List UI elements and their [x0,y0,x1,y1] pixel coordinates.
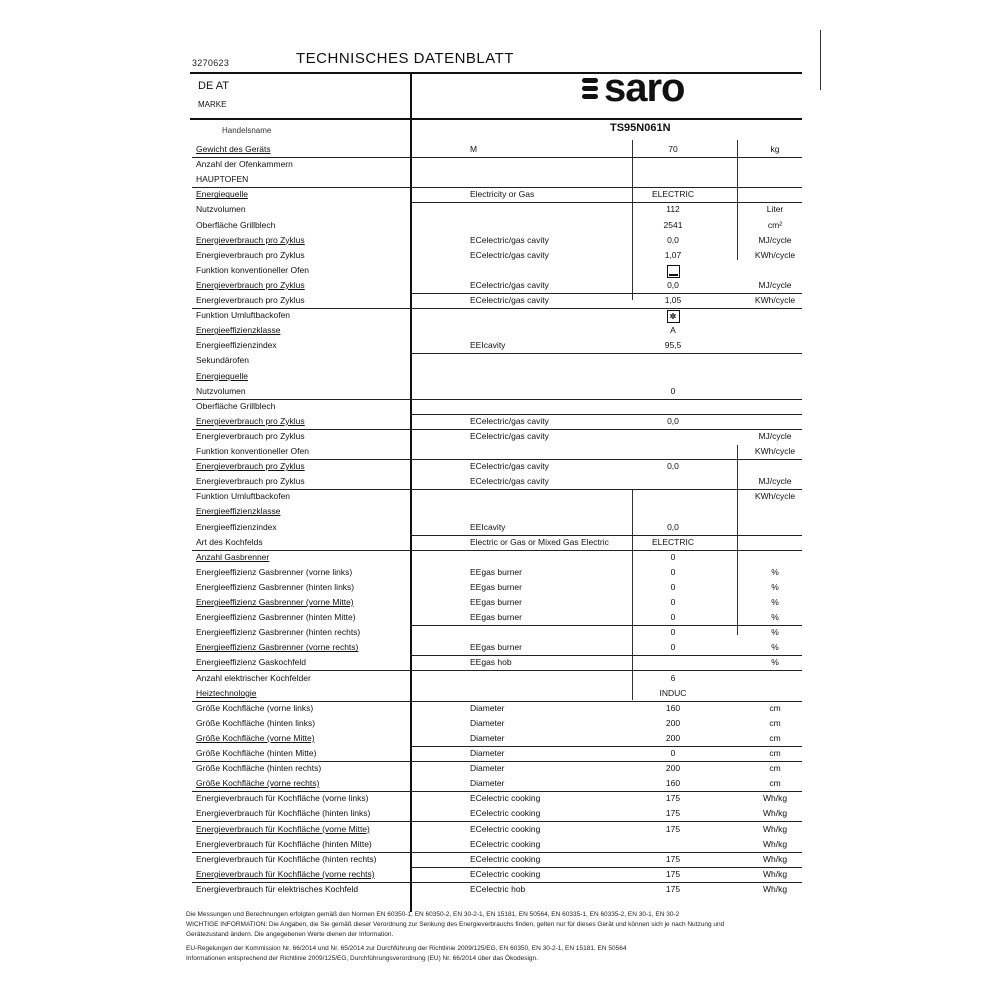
row-divider [192,670,802,671]
spec-label: Energieverbrauch für Kochfläche (hinten rechts) [196,853,377,864]
row-divider [410,655,802,656]
spec-label: Energiequelle [196,370,248,381]
spec-row [192,673,802,687]
spec-unit: Wh/kg [762,853,788,864]
spec-label: Heiztechnologie [196,687,257,698]
spec-value: ELECTRIC [651,536,695,547]
spec-symbol: Diameter [470,702,505,713]
spec-unit: cm [769,732,781,743]
spec-symbol: ECelectric cooking [470,793,541,804]
spec-row [192,763,802,777]
spec-row [192,280,802,294]
spec-label: Anzahl der Ofenkammern [196,159,293,170]
spec-symbol: ECelectric/gas cavity [470,234,549,245]
spec-unit: KWh/cycle [754,295,796,305]
spec-unit: Wh/kg [762,883,788,894]
spec-row [192,552,802,566]
spec-label: Gewicht des Geräts [196,144,271,154]
saro-logo [582,68,685,108]
spec-label: Energieeffizienz Gasbrenner (vorne rechts) [196,642,359,653]
spec-value: 0,0 [667,415,679,426]
spec-row [192,657,802,671]
spec-row [192,174,802,188]
spec-label: Energieverbrauch für Kochfläche (vorne rechts) [196,868,375,879]
spec-symbol: Diameter [470,778,505,789]
row-divider [192,550,802,551]
spec-value: 160 [665,702,681,713]
spec-label: Energieverbrauch für elektrisches Kochfeld [196,883,359,894]
spec-unit: cm [769,702,781,713]
spec-unit: kg [770,144,780,154]
spec-row [192,733,802,747]
row-divider [192,701,802,702]
spec-row [192,582,802,596]
model-label: Handelsname [222,126,272,135]
spec-symbol: ECelectric cooking [470,838,541,849]
header-rule-top [190,72,802,74]
spec-label: Energieeffizienzklasse [196,506,281,517]
row-divider [192,308,802,309]
spec-unit: KWh/cycle [754,491,796,502]
spec-unit: % [771,566,779,577]
spec-symbol: ECelectric cooking [470,808,541,819]
row-divider [192,459,802,460]
spec-label: Sekundärofen [196,355,249,366]
spec-unit: % [771,581,779,592]
spec-label: Nutzvolumen [196,385,246,396]
spec-label: Größe Kochfläche (hinten links) [196,717,316,728]
row-divider [410,414,802,415]
spec-label: Größe Kochfläche (hinten rechts) [196,763,322,774]
spec-value: 112 [666,204,680,215]
spec-label: Energieverbrauch für Kochfläche (vorne links) [196,793,369,804]
spec-row [192,688,802,702]
spec-unit: MJ/cycle [758,279,792,290]
spec-label: Energieverbrauch pro Zyklus [196,295,305,305]
spec-value: 0 [670,551,676,562]
spec-row [192,612,802,626]
spec-row [192,839,802,853]
spec-unit: MJ/cycle [758,476,792,487]
spec-symbol: ECelectric/gas cavity [470,415,549,426]
country-codes: DE AT [198,80,229,92]
document-id: 3270623 [192,58,230,68]
spec-row [192,446,802,460]
saro-logo-text: saro [604,66,685,110]
spec-label: Energiequelle [196,189,248,200]
spec-value: A [670,325,676,336]
spec-label: HAUPTOFEN [196,174,249,185]
spec-symbol: EEgas burner [470,612,522,623]
spec-row [192,235,802,249]
spec-value: 0 [670,642,676,653]
spec-symbol: EEgas hob [470,657,512,668]
spec-unit: cm [769,717,781,728]
spec-label: Größe Kochfläche (vorne rechts) [196,778,320,789]
spec-label: Energieverbrauch pro Zyklus [196,234,305,245]
spec-symbol: ECelectric cooking [470,853,541,864]
spec-row [192,824,802,838]
spec-symbol: ECelectric hob [470,883,526,894]
spec-unit: MJ/cycle [758,430,792,441]
spec-label: Anzahl elektrischer Kochfelder [196,672,311,683]
spec-label: Funktion Umluftbackofen [196,310,291,321]
spec-symbol: ECelectric/gas cavity [470,279,549,290]
spec-symbol: Diameter [470,732,505,743]
spec-unit: KWh/cycle [754,446,796,456]
spec-value: 175 [665,793,681,804]
spec-label: Anzahl Gasbrenner [196,551,270,562]
spec-value: 2541 [663,219,683,230]
spec-label: Energieeffizienzindex [196,340,277,351]
spec-label: Art des Kochfelds [196,536,263,547]
spec-label: Energieeffizienzindex [196,521,277,532]
spec-unit: KWh/cycle [754,249,796,260]
spec-symbol: EEgas burner [470,597,522,607]
spec-value: 0 [670,597,676,607]
spec-row [192,401,802,415]
spec-unit: % [771,612,779,623]
row-divider [192,429,802,430]
spec-symbol: ECelectric cooking [470,868,541,879]
spec-row [192,220,802,234]
spec-row [192,461,802,475]
spec-row [192,355,802,369]
spec-unit: MJ/cycle [758,234,792,245]
spec-symbol: Electric or Gas or Mixed Gas Electric [470,536,609,547]
spec-symbol: EEgas burner [470,581,522,592]
row-divider [192,791,802,792]
model-number: TS95N061N [610,122,671,134]
spec-unit: Wh/kg [762,823,788,834]
footnote-line: Informationen entsprechend der Richtlinie 2009/125/EG, Durchführungsverordnung (EU) Nr. 66/2014 über das Ökodesign. [186,955,538,962]
spec-unit: % [771,627,779,638]
spec-symbol: EEgas burner [470,566,522,577]
spec-symbol: EEIcavity [470,521,506,532]
spec-unit: Liter [766,204,784,215]
spec-row [192,144,802,158]
footnote-line: EU-Regelungen der Kommission Nr. 66/2014 und Nr. 65/2014 zur Durchführung der Richtlinie 2009/125/EG, EN 60350, EN 30-2-1, EN 15181, EN 50564 [186,945,627,952]
spec-value: 0 [670,627,676,638]
spec-symbol: Electricity or Gas [470,189,535,200]
spec-value: 175 [665,823,681,834]
row-divider [192,489,802,490]
row-divider [192,882,802,883]
document-title: TECHNISCHES DATENBLATT [296,50,514,67]
row-divider [192,399,802,400]
spec-unit: Wh/kg [762,838,788,849]
spec-symbol: ECelectric/gas cavity [470,295,549,305]
spec-label: Energieverbrauch für Kochfläche (hinten Mitte) [196,838,372,849]
spec-label: Energieeffizienz Gasbrenner (vorne links) [196,566,353,577]
spec-row [192,537,802,551]
spec-value: 0 [670,581,676,592]
spec-row [192,265,802,279]
spec-row [192,491,802,505]
spec-value: 0,0 [667,279,679,290]
spec-symbol: EEIcavity [470,340,506,351]
spec-unit: cm [769,778,781,789]
spec-row [192,703,802,717]
spec-symbol: Diameter [470,763,505,774]
spec-row [192,793,802,807]
conventional-oven-icon [667,265,680,278]
spec-label: Funktion Umluftbackofen [196,491,291,502]
spec-label: Funktion konventioneller Ofen [196,446,309,456]
spec-row [192,371,802,385]
spec-value: 0,0 [667,461,679,472]
row-divider [410,293,802,294]
spec-row [192,718,802,732]
row-divider [192,852,802,853]
value-cell [628,310,718,323]
spec-row [192,431,802,445]
spec-value: INDUC [659,687,687,698]
spec-value: ELECTRIC [651,189,695,200]
spec-value: 70 [668,144,678,154]
spec-value: 175 [665,808,681,819]
saro-logo-mark-icon [582,75,600,101]
spec-row [192,159,802,173]
spec-row [192,869,802,883]
spec-symbol: Diameter [470,748,505,758]
spec-row [192,386,802,400]
spec-row [192,204,802,218]
spec-symbol: EEgas burner [470,642,522,653]
spec-unit: Wh/kg [762,808,788,819]
spec-row [192,250,802,264]
spec-value: 175 [665,853,681,864]
spec-label: Energieeffizienz Gasbrenner (hinten links) [196,581,355,592]
spec-value: 0,0 [667,234,679,245]
spec-label: Energieverbrauch pro Zyklus [196,249,305,260]
footnote-line: Gerätezustand ändern. Die angegebenen Werte dienen der Information. [186,931,394,938]
row-divider [410,625,802,626]
spec-unit: cm [769,748,781,758]
spec-symbol: ECelectric/gas cavity [470,476,549,487]
footnote-line: WICHTIGE INFORMATION: Die Angaben, die Sie gemäß dieser Verordnung zur Senkung des Energieverbrauchs finden, gelten nur für dieses Gerät und können sich je nach Nutzung und [186,921,725,928]
row-divider [410,353,802,354]
spec-label: Funktion konventioneller Ofen [196,264,309,275]
spec-label: Energieverbrauch pro Zyklus [196,476,305,487]
spec-row [192,884,802,898]
spec-label: Größe Kochfläche (vorne Mitte) [196,732,315,743]
spec-value: 0 [670,612,676,623]
spec-label: Energieverbrauch für Kochfläche (vorne Mitte) [196,823,370,834]
spec-unit: % [771,597,779,607]
spec-label: Energieverbrauch für Kochfläche (hinten links) [196,808,371,819]
spec-value: 175 [665,883,681,894]
row-divider [410,535,802,536]
spec-unit: cm [769,763,781,774]
spec-row [192,778,802,792]
spec-row [192,854,802,868]
row-divider [410,746,802,747]
spec-label: Energieeffizienz Gasbrenner (hinten rechts) [196,627,361,638]
spec-row [192,522,802,536]
spec-symbol: ECelectric/gas cavity [470,430,549,441]
spec-row [192,340,802,354]
spec-label: Energieverbrauch pro Zyklus [196,461,305,472]
spec-unit: % [771,657,779,668]
spec-symbol: ECelectric/gas cavity [470,461,549,472]
spec-symbol: Diameter [470,717,505,728]
spec-unit: cm² [767,219,783,230]
spec-row [192,567,802,581]
spec-value: 200 [665,732,681,743]
spec-symbol: ECelectric/gas cavity [470,249,549,260]
spec-label: Energieeffizienzklasse [196,325,281,336]
spec-row [192,189,802,203]
spec-label: Energieverbrauch pro Zyklus [196,430,305,441]
row-divider [192,761,802,762]
spec-value: 0 [670,748,676,758]
header-rule-bottom [190,118,802,120]
spec-value: 0 [670,385,676,396]
spec-label: Nutzvolumen [196,204,246,215]
spec-label: Größe Kochfläche (hinten Mitte) [196,748,317,758]
spec-value: 1,07 [664,249,682,260]
spec-symbol: M [470,144,478,154]
spec-row [192,506,802,520]
spec-row [192,642,802,656]
spec-value: 1,05 [664,295,682,305]
spec-row [192,748,802,762]
spec-unit: % [771,642,779,653]
spec-value: 6 [670,672,676,683]
spec-unit: Wh/kg [762,868,788,879]
spec-row [192,808,802,822]
row-divider [192,187,802,188]
spec-row [192,310,802,324]
spec-label: Energieverbrauch pro Zyklus [196,279,305,290]
spec-value: 0,0 [667,521,679,532]
fan-oven-icon: ✲ [667,310,680,323]
spec-row [192,325,802,339]
spec-value: 95,5 [664,340,682,351]
spec-label: Oberfläche Grillblech [196,219,276,230]
spec-label: Energieverbrauch pro Zyklus [196,415,305,426]
row-divider [192,157,802,158]
row-divider [192,821,802,822]
spec-unit: Wh/kg [762,793,788,804]
row-divider [410,202,802,203]
value-cell [628,265,718,280]
spec-label: Größe Kochfläche (vorne links) [196,702,314,713]
margin-mark [820,30,821,90]
spec-row [192,476,802,490]
spec-label: Energieeffizienz Gasbrenner (vorne Mitte) [196,597,354,607]
spec-value: 200 [665,717,681,728]
spec-label: Oberfläche Grillblech [196,400,276,411]
spec-value: 160 [665,778,681,789]
spec-value: 0 [670,566,676,577]
row-divider [410,867,802,868]
spec-row [192,416,802,430]
spec-label: Energieeffizienz Gaskochfeld [196,657,306,668]
spec-symbol: ECelectric cooking [470,823,541,834]
spec-row [192,295,802,309]
spec-label: Energieeffizienz Gasbrenner (hinten Mitte) [196,612,356,623]
spec-row [192,597,802,611]
spec-value: 200 [665,763,681,774]
spec-value: 175 [665,868,681,879]
spec-row [192,627,802,641]
footnote-line: Die Messungen und Berechnungen erfolgten gemäß den Normen EN 60350-1, EN 60350-2, EN 30-2-1, EN 15181, EN 50564, EN 60335-1, EN 60335-2, EN 30-1, EN 30-2 [186,911,680,918]
brand-label: MARKE [198,100,227,109]
